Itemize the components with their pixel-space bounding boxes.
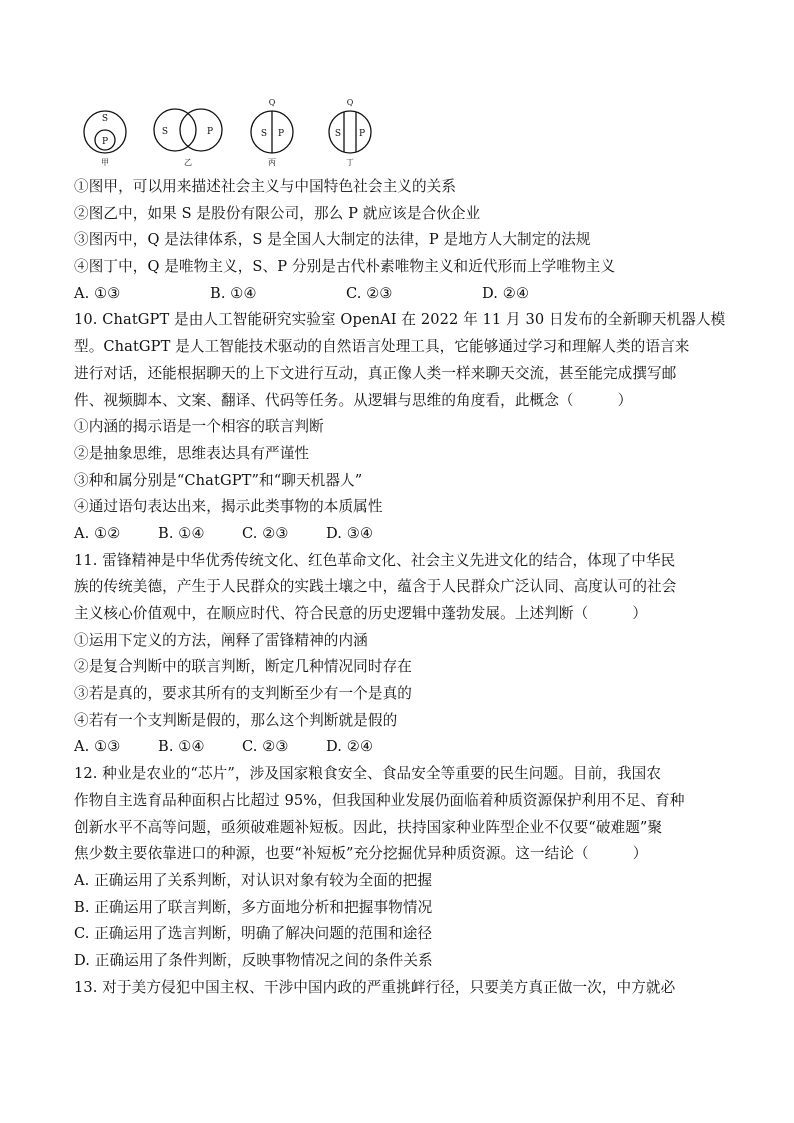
q10-option-a[interactable]: A. ①② — [74, 524, 121, 542]
q10-item-3: ③种和属分别是“ChatGPT”和“聊天机器人” — [74, 471, 363, 489]
bing-top-label: Q — [268, 98, 276, 107]
venn-diagram-figure — [74, 92, 394, 172]
q9-option-b[interactable]: B. ①④ — [210, 284, 257, 302]
yi-right-circle — [180, 109, 222, 151]
q12-stem-line: 12. 种业是农业的“芯片”，涉及国家粮食安全、食品安全等重要的民生问题。目前，我国农 — [74, 765, 662, 783]
q9-item-3: ③图丙中，Q 是法律体系，S 是全国人大制定的法律，P 是地方人大制定的法规 — [74, 231, 591, 249]
q11-options — [74, 734, 740, 761]
q9-item-4: ④图丁中，Q 是唯物主义，S、P 分别是古代朴素唯物主义和近代形而上学唯物主义 — [74, 258, 616, 276]
bing-right-label: P — [277, 129, 285, 139]
q12-stem-line: 作物自主选育品种面积占比超过 95%，但我国种业发展仍面临着种质资源保护利用不足、育种 — [74, 791, 685, 809]
q10-stem-line: 10. ChatGPT 是由人工智能研究实验室 OpenAI 在 2022 年 11 月 30 日发布的全新聊天机器人模 — [74, 311, 726, 329]
ding-top-label: Q — [346, 98, 354, 107]
q9-option-a[interactable]: A. ①③ — [74, 284, 121, 302]
diagram-jia — [84, 111, 126, 167]
q11-stem-line: 主义核心价值观中，在顺应时代、符合民意的历史逻辑中蓬勃发展。上述判断（ ） — [74, 605, 648, 622]
yi-right-label: P — [206, 127, 214, 137]
q9-item-1: ①图甲，可以用来描述社会主义与中国特色社会主义的关系 — [74, 178, 457, 195]
jia-outer-label: S — [101, 114, 109, 124]
jia-inner-label: P — [101, 137, 109, 147]
q12-option-c[interactable]: C. 正确运用了选言判断，明确了解决问题的范围和途径 — [74, 925, 433, 943]
diagram-ding — [329, 98, 371, 167]
q12-option-d[interactable]: D. 正确运用了条件判断，反映事物情况之间的条件关系 — [74, 951, 433, 969]
q12-option-b[interactable]: B. 正确运用了联言判断，多方面地分析和把握事物情况 — [74, 898, 433, 916]
q11-option-b[interactable]: B. ①④ — [158, 738, 205, 756]
jia-caption: 甲 — [101, 158, 109, 167]
q11-option-d[interactable]: D. ②④ — [326, 738, 374, 756]
q10-item-2: ②是抽象思维，思维表达具有严谨性 — [74, 444, 310, 462]
q10-stem-line: 进行对话，还能根据聊天的上下文进行互动，真正像人类一样来聊天交流，甚至能完成撰写邮 — [74, 364, 677, 382]
q10-stem-line: 型。ChatGPT 是人工智能技术驱动的自然语言处理工具，它能够通过学习和理解人类的语言来 — [74, 338, 690, 356]
q9-option-c[interactable]: C. ②③ — [346, 284, 393, 302]
question-text — [74, 174, 740, 1001]
q10-option-b[interactable]: B. ①④ — [158, 524, 205, 542]
q12-option-a[interactable]: A. 正确运用了关系判断，对认识对象有较为全面的把握 — [74, 871, 433, 889]
q11-stem-line: 11. 雷锋精神是中华优秀传统文化、红色革命文化、社会主义先进文化的结合，体现了中华民 — [74, 551, 676, 569]
logic-diagrams — [74, 92, 394, 172]
q10-option-d[interactable]: D. ③④ — [326, 524, 374, 542]
q10-item-1: ①内涵的揭示语是一个相容的联言判断 — [74, 418, 324, 436]
q11-stem-line: 族的传统美德，产生于人民群众的实践土壤之中，蕴含于人民群众广泛认同、高度认可的社会 — [74, 578, 677, 596]
q13-stem-line: 13. 对于美方侵犯中国主权、干涉中国内政的严重挑衅行径，只要美方真正做一次，中方就必 — [74, 978, 676, 996]
bing-caption: 丙 — [268, 158, 276, 167]
q11-item-1: ①运用下定义的方法，阐释了雷锋精神的内涵 — [74, 631, 368, 649]
q9-item-2: ②图乙中，如果 S 是股份有限公司，那么 P 就应该是合伙企业 — [74, 204, 481, 222]
q11-option-c[interactable]: C. ②③ — [242, 738, 289, 756]
q11-item-2: ②是复合判断中的联言判断，断定几种情况同时存在 — [74, 658, 412, 676]
ding-left-label: S — [334, 129, 342, 139]
yi-left-label: S — [161, 127, 169, 137]
diagram-yi — [154, 109, 222, 167]
yi-left-circle — [154, 109, 196, 151]
q12-stem-line: 焦少数主要依靠进口的种源，也要“补短板”充分挖掘优异种质资源。这一结论（ ） — [74, 845, 648, 863]
q11-item-4: ④若有一个支判断是假的，那么这个判断就是假的 — [74, 711, 398, 729]
q12-stem-line: 创新水平不高等问题，亟须破难题补短板。因此，扶持国家种业阵型企业不仅要“破难题”聚 — [74, 818, 663, 836]
bing-left-label: S — [260, 129, 268, 139]
q10-options — [74, 521, 740, 548]
q9-options — [74, 281, 740, 308]
yi-caption: 乙 — [184, 158, 192, 167]
diagram-bing — [251, 98, 293, 167]
q11-option-a[interactable]: A. ①③ — [74, 738, 121, 756]
ding-caption: 丁 — [346, 158, 354, 167]
q10-stem-line: 件、视频脚本、文案、翻译、代码等任务。从逻辑与思维的角度看，此概念（ ） — [74, 391, 633, 409]
q9-option-d[interactable]: D. ②④ — [482, 284, 530, 302]
q10-item-4: ④通过语句表达出来，揭示此类事物的本质属性 — [74, 498, 383, 516]
q10-option-c[interactable]: C. ②③ — [242, 524, 289, 542]
ding-right-label: P — [358, 129, 366, 139]
q11-item-3: ③若是真的，要求其所有的支判断至少有一个是真的 — [74, 685, 412, 703]
